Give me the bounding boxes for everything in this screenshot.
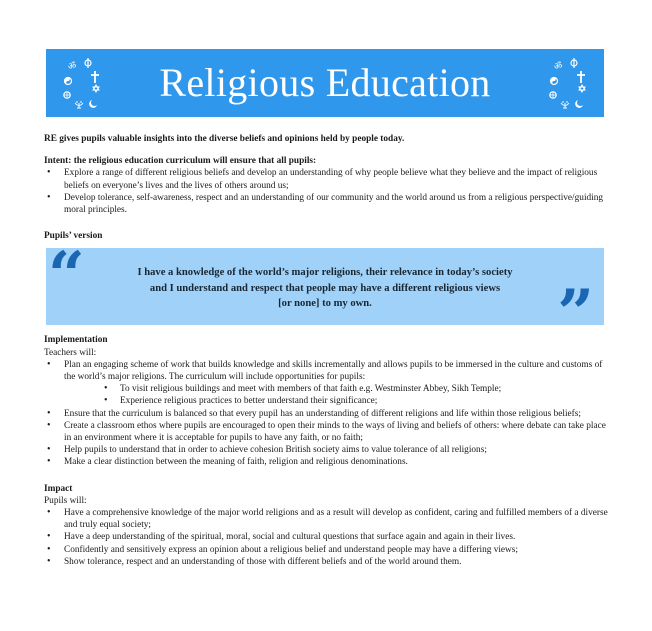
crescent-icon — [575, 100, 583, 108]
quote-line: I have a knowledge of the world’s major religions, their relevance in today’s society — [137, 267, 513, 279]
implementation-heading: Implementation — [44, 335, 108, 346]
list-item: • Plan an engaging scheme of work that builds knowledge and skills incrementally and allows pupils to be immersed in the culture and customs of the world’s major religions. The curriculum will include opportunities for pupils: — [44, 359, 610, 383]
khanda-icon — [571, 58, 577, 68]
impact-subheading: Pupils will: — [44, 495, 87, 506]
pupils-quote — [106, 265, 544, 311]
menorah-icon — [561, 101, 569, 108]
cross-icon — [577, 71, 585, 83]
impact-list — [44, 507, 610, 568]
impact-heading: Impact — [44, 483, 73, 494]
sub-list-item: • To visit religious buildings and meet with members of that faith e.g. Westminster Abbey, Sikh Temple; — [44, 383, 610, 395]
close-quote-icon: ” — [557, 276, 594, 352]
sub-list-item: • Experience religious practices to better understand their significance; — [44, 395, 610, 407]
svg-text:ॐ: ॐ — [554, 62, 563, 72]
list-item: • Ensure that the curriculum is balanced so that every pupil has an understanding of different religions and life within those religious beliefs; — [44, 408, 610, 420]
yin-yang-icon — [551, 78, 558, 85]
om-icon — [554, 61, 562, 72]
open-quote-icon: “ — [48, 238, 85, 314]
pupils-version-heading: Pupils’ version — [44, 231, 103, 242]
list-item: • Develop tolerance, self-awareness, respect and an understanding of our community and the world around us from a religious perspective/guiding moral principles. — [44, 192, 610, 216]
intent-heading: Intent: the religious education curriculum will ensure that all pupils: — [44, 156, 317, 167]
list-item: • Create a classroom ethos where pupils are encouraged to open their minds to the ways of living and beliefs of others: where debate can take place in an environment where it is acceptable for pupils to have any faith, or no faith; — [44, 420, 610, 444]
svg-text:ॐ: ॐ — [68, 62, 77, 72]
page-title: Religious Education — [159, 60, 491, 105]
header-banner — [46, 49, 604, 117]
religious-symbols-right — [548, 55, 588, 111]
document-body — [44, 133, 610, 568]
quote-line: [or none] to my own. — [278, 297, 372, 309]
intro-text: RE gives pupils valuable insights into the diverse beliefs and opinions held by people today. — [44, 134, 405, 144]
list-item: • Have a comprehensive knowledge of the major world religions and as a result will develop as confident, caring and fulfilled members of a diverse and truly equal society; — [44, 507, 610, 531]
list-item: • Show tolerance, respect and an understanding of those with different beliefs and of the world around them. — [44, 556, 610, 568]
implementation-list — [44, 359, 610, 383]
list-item: • Make a clear distinction between the meaning of faith, religion and religious denominations. — [44, 456, 610, 468]
intent-list — [44, 167, 610, 216]
list-item: • Help pupils to understand that in order to achieve cohesion British society aims to value tolerance of all religions; — [44, 444, 610, 456]
dharma-wheel-icon — [550, 92, 556, 98]
list-item: • Have a deep understanding of the spiritual, moral, social and cultural questions that surface again and again in their lives. — [44, 531, 610, 543]
star-of-david-icon — [579, 85, 585, 92]
list-item: • Confidently and sensitively express an opinion about a religious belief and understand people may have a differing views; — [44, 544, 610, 556]
list-item: • Explore a range of different religious beliefs and develop an understanding of why people believe what they believe and the impact of religious beliefs on everyone’s lives and the lives of others around us; — [44, 167, 610, 191]
quote-line: and I understand and respect that people may have a different religious views — [149, 282, 501, 294]
implementation-list-continued — [44, 408, 610, 469]
implementation-sublist — [44, 383, 610, 407]
implementation-subheading: Teachers will: — [44, 347, 97, 358]
